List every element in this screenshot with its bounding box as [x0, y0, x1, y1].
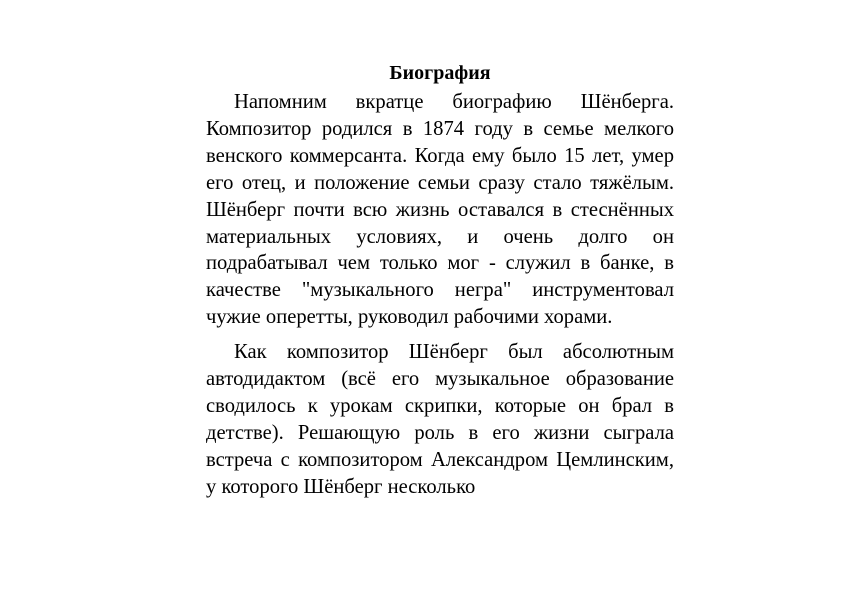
document-body — [206, 60, 674, 501]
paragraph-composer-education: Как композитор Шёнберг был абсолютным автодидактом (всё его музыкальное образование сводилось к урокам скрипки, которые он брал в детстве). Решающую роль в его жизни сыграла встреча с композитором Александром Цемлинским, у которого Шёнберг несколько — [206, 341, 674, 498]
paragraph-biography-intro: Напомним вкратце биографию Шёнберга. Композитор родился в 1874 году в семье мелкого венского коммерсанта. Когда ему было 15 лет, умер его отец, и положение семьи сразу стало тяжёлым. Шёнберг почти всю жизнь оставался в стеснённых материальных условиях, и очень долго он подрабатывал чем только мог - служил в банке, в качестве "музыкального негра" инструментовал чужие оперетты, руководил рабочими хорами. — [206, 91, 674, 329]
document-title: Биография — [389, 62, 491, 84]
